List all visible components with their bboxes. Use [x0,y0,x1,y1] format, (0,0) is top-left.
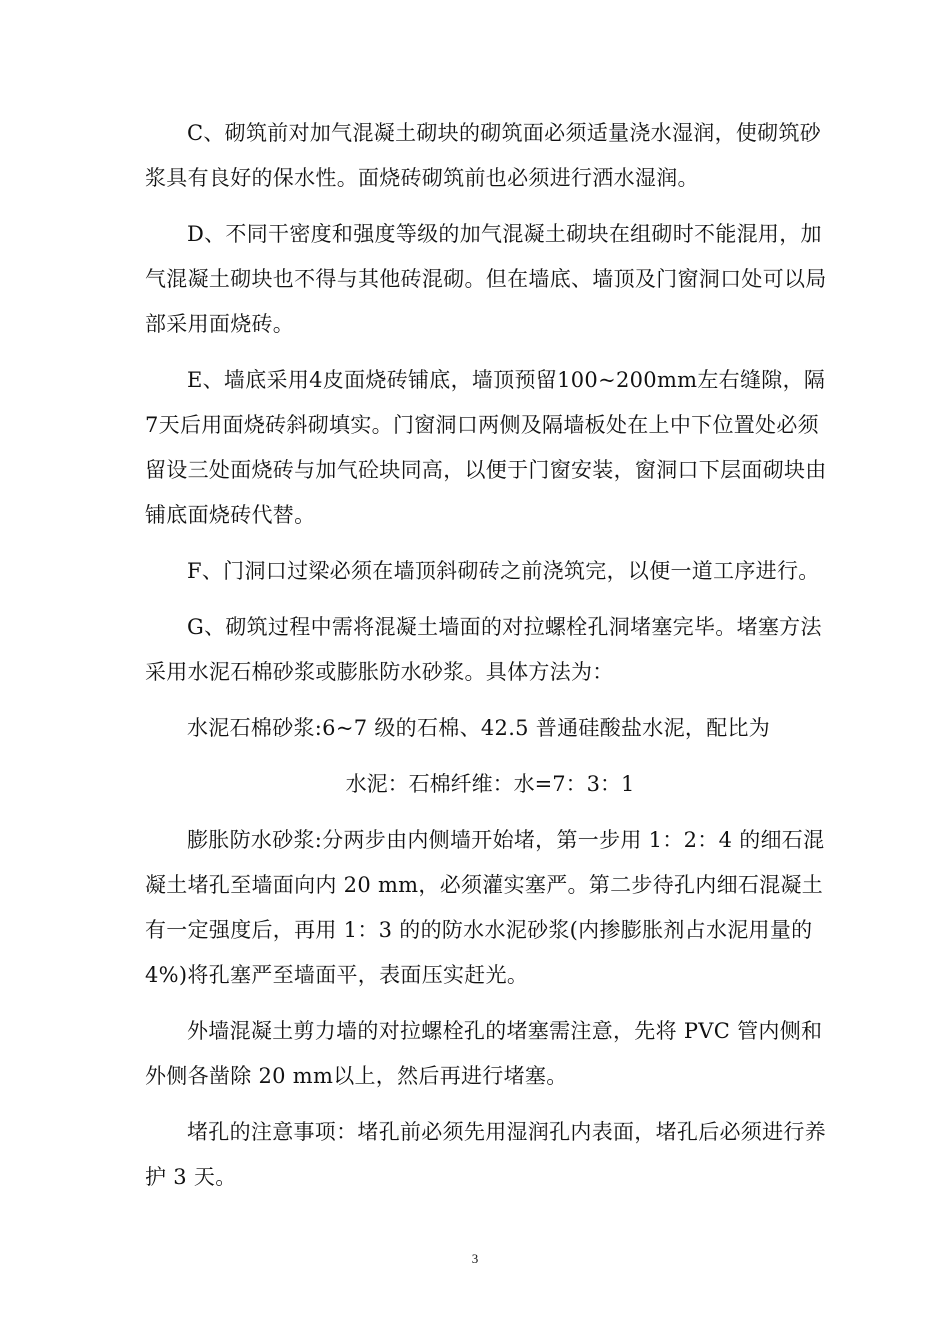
paragraph-c: C、砌筑前对加气混凝土砌块的砌筑面必须适量浇水湿润，使砌筑砂浆具有良好的保水性。面烧砖砌筑前也必须进行洒水湿润。 [145,121,822,190]
mix-ratio-line: 水泥：石棉纤维：水=7：3：1 [345,772,635,796]
paragraph-e: E、墙底采用4皮面烧砖铺底，墙顶预留100~200mm左右缝隙，隔7天后用面烧砖斜砌填实。门窗洞口两侧及隔墙板处在上中下位置处必须留设三处面烧砖与加气砼块同高，以便于门窗安装，窗洞口下层面砌块由铺底面烧砖代替。 [145,368,827,527]
paragraph-exterior-wall: 外墙混凝土剪力墙的对拉螺栓孔的堵塞需注意，先将 PVC 管内侧和外侧各凿除 20 mm以上，然后再进行堵塞。 [145,1019,823,1088]
paragraph-g: G、砌筑过程中需将混凝土墙面的对拉螺栓孔洞堵塞完毕。堵塞方法采用水泥石棉砂浆或膨胀防水砂浆。具体方法为： [145,615,822,684]
paragraph-f: F、门洞口过梁必须在墙顶斜砌砖之前浇筑完，以便一道工序进行。 [187,559,820,583]
paragraph-cement-asbestos: 水泥石棉砂浆:6~7 级的石棉、42.5 普通硅酸盐水泥，配比为 [187,716,771,740]
paragraph-plugging-notes: 堵孔的注意事项：堵孔前必须先用湿润孔内表面，堵孔后必须进行养护 3 天。 [145,1120,826,1189]
paragraph-d: D、不同干密度和强度等级的加气混凝土砌块在组砌时不能混用，加气混凝土砌块也不得与其他砖混砌。但在墙底、墙顶及门窗洞口处可以局部采用面烧砖。 [145,222,827,336]
paragraph-expansion-mortar: 膨胀防水砂浆:分两步由内侧墙开始堵，第一步用 1：2：4 的细石混凝土堵孔至墙面向内 20 mm，必须灌实塞严。第二步待孔内细石混凝土有一定强度后，再用 1：3 的的防水水泥砂浆(内掺膨胀剂占水泥用量的 4%)将孔塞严至墙面平，表面压实赶光。 [145,828,825,987]
page-number: 3 [471,1251,479,1266]
